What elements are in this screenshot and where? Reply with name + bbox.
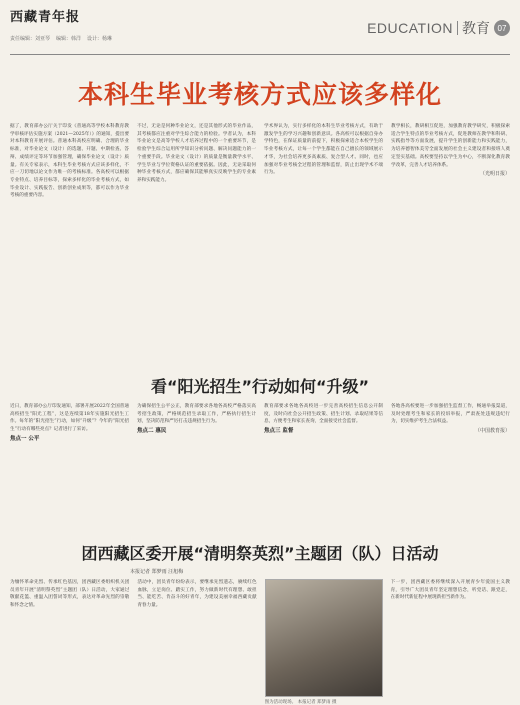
article3-column: 下一步，团西藏区委将继续深入开展青少年爱国主义教育，引导广大团员青年坚定理想信念，听党话、跟党走，在新时代新征程中展现新担当新作为。 — [390, 580, 510, 601]
article3-column: 活动中，团员青年纷纷表示，要继承先烈遗志，赓续红色血脉，立足岗位、踏实工作，努力做新时代有理想、敢担当、能吃苦、肯奋斗的好青年，为建设美丽幸福西藏贡献青春力量。 — [137, 580, 257, 609]
article2-column — [10, 403, 129, 537]
article3-photo — [265, 579, 383, 697]
section-divider — [457, 21, 458, 35]
article1-column-text: 教学相长，教研相互促进，加强教育教学研究，积极探索适合学生特点的毕业考核方式，促进教师在教学和科研、实践指导等方面发展，提升学生的创新能力和实践能力，为培养德智体美劳全面发展的社会主义建设者和接班人奠定坚实基础。高校要坚持以学生为中心，不断深化教育教学改革，完善人才培养体系。 — [391, 124, 510, 168]
article1-column: 学术界认为，实行多样化的本科生毕业考核方式，有助于激发学生的学习兴趣和创新意识。各高校可以根据自身办学特色，在保证质量的前提下，积极探索适合本校学生的毕业考核方式，让每一个学生都能在自己擅长的领域展示才华，为社会培养更多高素质、复合型人才。同时，也应加强对毕业考核全过程的管理和监督，防止出现学术不端行为。 — [264, 124, 383, 176]
editor-credit: 责任编辑：刘亚琴 — [10, 36, 51, 42]
article2-column-text: 近日，教育部办公厅印发通知，部署开展2022年全国普通高校招生“阳光工程”，这是连续第18年实施阳光招生工作。每年的“阳光招生”行动，如何“升级”？今年的“阳光招生”行动有哪些亮点？记者进行了采访。 — [10, 404, 129, 433]
article3-author — [130, 568, 510, 575]
article1-column: 据了，教育部办公厅关于印发《普通高等学校本科教育教学审核评估实施方案（2021—2025年）》的通知，提出要对本科教育开展评估。普通本科高校应明确、合理的毕业标准，对毕业论文（设计）的选题、开题、中期检查、答辩、成绩评定等环节加强管理，确保毕业论文（设计）质量。有关专家表示，本科生毕业考核方式应该多样化，不应一刀切地以论文作为唯一的考核标准。各高校可以根据专业特点、培养目标等，探索多样化的毕业考核方式，如毕业设计、实践报告、创新创业成果等，都可以作为毕业考核的重要内容。 — [10, 124, 129, 199]
article2-column — [391, 403, 510, 537]
article2-column — [137, 403, 256, 537]
article3-caption: 图为活动现场。 本报记者 郑梦雨 摄 — [264, 700, 337, 705]
article2-column-text: 各地各高校要进一步加强招生监督工作，畅通举报渠道，及时处理考生和家长的投诉举报，严肃查处违规违纪行为，切实维护考生合法权益。 — [391, 404, 510, 425]
section-header — [367, 18, 510, 38]
article2-subhead: 焦点三 监督 — [264, 428, 294, 435]
designer-credit: 设计：杨琳 — [87, 36, 113, 42]
page-number-badge: 07 — [494, 20, 510, 36]
article1-column-last — [391, 123, 510, 366]
article1-byline: （光明日报） — [479, 171, 510, 178]
article3-headline: 团西藏区委开展“清明祭英烈”主题团（队）日活动 — [81, 544, 439, 563]
article2-byline: （中国教育报） — [474, 428, 510, 435]
article1-body — [10, 123, 510, 366]
article2-subhead: 焦点二 惠民 — [137, 428, 167, 435]
article2-body — [10, 403, 510, 537]
article3-column: 为缅怀革命先烈、传承红色基因，团西藏区委组织机关团员青年开展“清明祭英烈”主题团（队）日活动，大家通过敬献花篮、重温入团誓词等形式，表达对革命先烈的崇敬和怀念之情。 — [10, 580, 130, 609]
masthead-left — [10, 6, 112, 42]
masthead — [10, 6, 510, 52]
article3-author-text: 本报记者 郑梦雨 汪旭梅 — [130, 569, 184, 575]
article2-column-text: 教育部要求各地各高校进一步完善高校招生信息公开制度，及时向社会公开招生政策、招生计划、录取结果等信息，方便考生和家长查询，全面接受社会监督。 — [264, 404, 383, 425]
article1-headline: 本科生毕业考核方式应该多样化 — [77, 80, 442, 109]
article3-body — [10, 579, 510, 705]
article2-column-text: 为确保招生公平公正，教育部要求各地各高校严格落实高考招生政策，严格规范招生录取工作，严格执行招生计划，坚决防范和严厉打击违规招生行为。 — [137, 404, 256, 425]
editor-credits — [10, 35, 112, 42]
article2-column — [264, 403, 383, 537]
header-rule — [10, 54, 510, 55]
article2-subhead: 焦点一 公平 — [10, 435, 40, 442]
article3-photo-block — [265, 579, 383, 705]
article2-headline: 看“阳光招生”行动如何“升级” — [150, 377, 370, 396]
section-title-zh: 教育 — [462, 21, 490, 37]
editor2-credit: 编辑：韩洋 — [56, 36, 82, 42]
paper-name: 西藏青年报 — [10, 10, 81, 25]
section-title-en: EDUCATION — [367, 20, 453, 36]
article1-column: 不过，无论是何种毕业论文，还是其他形式的毕业作品，其考核都应注重对学生综合能力的检验。学者认为，本科毕业论文是高等学校人才培养过程中的一个重要环节，是检验学生综合运用所学知识分析问题、解决问题能力的一个重要手段。毕业论文（设计）的质量是衡量教学水平、学生毕业与学位资格认证的重要依据。因此，无论采取何种毕业考核方式，都应确保其能够真实反映学生的专业素养和实践能力。 — [137, 124, 256, 183]
